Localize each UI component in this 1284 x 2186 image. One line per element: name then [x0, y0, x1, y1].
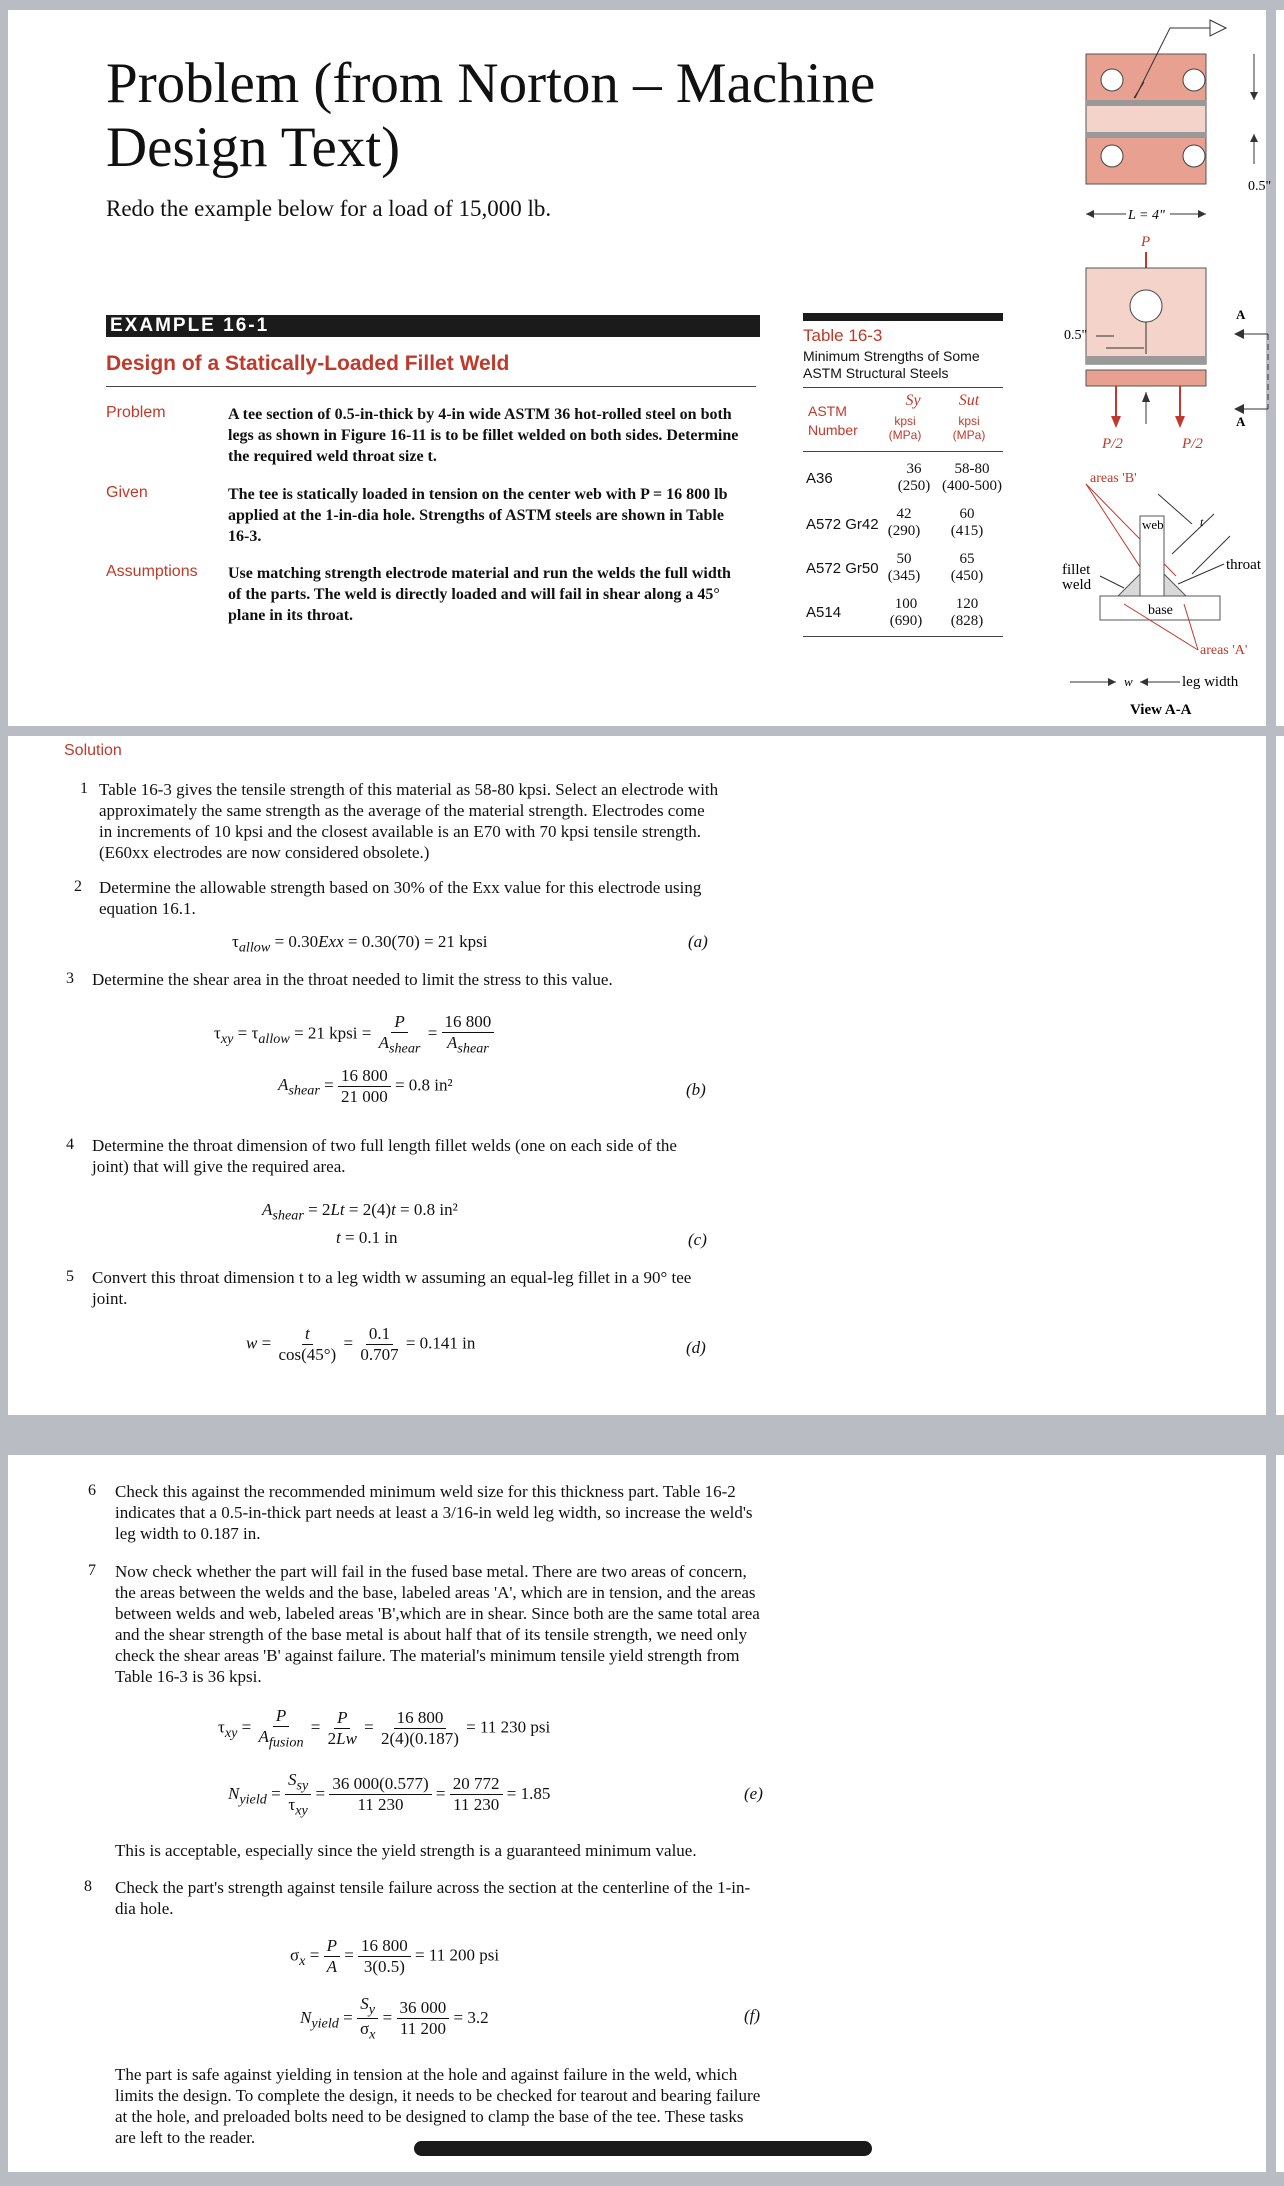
assumptions-text: Use matching strength electrode material and run the welds the full width of the parts. The weld is directly loaded and will fail in shear along a 45° plane in its throat.	[228, 565, 731, 624]
throat-t-label: t	[1200, 515, 1204, 529]
hole-icon	[1101, 69, 1123, 91]
table-row-sut: 65 (450)	[950, 551, 984, 584]
conclusion-text: The part is safe against yielding in tension at the hole and against failure in the weld, which limits the design. To complete the design, it needs to be checked for tearout and bearing failure at the hole, and preloaded bolts need to be designed to clamp the base of the tee. These tasks are left to the reader.	[115, 2065, 761, 2147]
step-number: 1	[80, 780, 88, 797]
dim-05-left: 0.5"	[1064, 328, 1088, 343]
section-A-top: A	[1236, 307, 1246, 322]
equation-b1: $\tau_{xy} = \tau_{allow} = 21$ kpsi = $\frac{P}{A_{shear}}$ = $\frac{16 800}{A_{shear}}$	[214, 1012, 494, 1057]
example-rule	[106, 386, 756, 387]
table-row-name: A572 Gr50	[806, 560, 879, 577]
throat-label: throat	[1226, 557, 1261, 573]
table-col-sy: Sy	[905, 392, 921, 409]
equation-f1: $\sigma_x$ = $\frac{P}{A}$ = $\frac{16 800}{3(0.5)}$ = 11 200 psi	[290, 1936, 500, 1976]
hole-icon	[1101, 145, 1123, 167]
hole-icon	[1130, 290, 1162, 322]
solution-label: Solution	[64, 742, 122, 759]
dim-05-top: 0.5"	[1248, 179, 1272, 194]
areas-A-label: areas 'A'	[1200, 643, 1248, 658]
table-row-sy: 36 (250)	[897, 461, 931, 494]
eq-tag-a: (a)	[688, 932, 708, 951]
table-rule-1	[803, 387, 1003, 388]
equation-d: w = $\frac{t}{\cos(45^\circ)}$ = $\frac{0.1}{0.707}$ = 0.141 in	[246, 1324, 476, 1364]
leg-width-label: leg width	[1182, 674, 1239, 690]
fillet-right	[1164, 574, 1186, 596]
given-label: Given	[106, 484, 148, 501]
table-rule-3	[803, 636, 1003, 637]
web-label: web	[1142, 517, 1164, 532]
example-tag: EXAMPLE 16-1	[106, 315, 760, 337]
assumptions-label: Assumptions	[106, 563, 198, 580]
step-7-text: Now check whether the part will fail in the fused base metal. There are two areas of concern, the areas between the welds and the base, labeled areas 'A', which are in tension, and the areas between welds and web, labeled areas 'B',which are in shear. Since both are the same total area and the shear strength of the base metal is about half that of its tensile strength, we need only check the shear areas 'B' against failure. The material's minimum tensile yield strength from Table 16-3 is 36 kpsi.	[115, 1562, 760, 1686]
bottom-border	[0, 2172, 1284, 2186]
base-label: base	[1148, 603, 1173, 618]
equation-c1: $A_{shear} = 2Lt = 2(4)t = 0.8$ in²	[262, 1200, 458, 1224]
step-number: 3	[66, 970, 74, 987]
dim-w: w	[1124, 674, 1133, 689]
table-top-bar	[803, 313, 1003, 321]
table-row-sy: 50 (345)	[887, 551, 921, 584]
top-border	[0, 0, 1284, 10]
problem-label: Problem	[106, 404, 166, 421]
page-title: Problem (from Norton – Machine Design Text)	[106, 52, 876, 179]
table-caption: Minimum Strengths of Some ASTM Structural Steels	[803, 348, 980, 381]
home-indicator[interactable]	[414, 2141, 872, 2156]
fillet-left	[1118, 574, 1140, 596]
step-1-text: Table 16-3 gives the tensile strength of this material as 58-80 kpsi. Select an electrode with approximately the same strength as the average of the material strength. Electrodes come in increments of 10 kpsi and the closest available is an E70 with 70 kpsi tensile strength. (E60xx electrodes are now considered obsolete.)	[99, 780, 719, 862]
equation-b2: $A_{shear}$ = $\frac{16 800}{21 000}$ = 0.8 in²	[278, 1066, 453, 1106]
eq-tag-d: (d)	[686, 1338, 706, 1357]
given-text: The tee is statically loaded in tension on the center web with P = 16 800 lb applied at the 1-in-dia hole. Strengths of ASTM steels are shown in Table 16-3.	[228, 486, 728, 545]
load-P: P	[1141, 234, 1151, 250]
step-3-text: Determine the shear area in the throat needed to limit the stress to this value.	[92, 970, 613, 989]
eq-tag-f: (f)	[744, 2006, 761, 2025]
hole-icon	[1183, 145, 1205, 167]
example-title: Design of a Statically-Loaded Fillet Weld	[106, 352, 510, 375]
areas-B-label: areas 'B'	[1090, 471, 1137, 486]
step-number: 2	[74, 878, 82, 895]
equation-c2: t = 0.1 in	[336, 1228, 398, 1247]
step-number: 7	[88, 1562, 96, 1579]
eq-tag-c: (c)	[688, 1230, 707, 1249]
table-row-sut: 58-80 (400-500)	[942, 461, 1002, 494]
step-number: 5	[66, 1268, 74, 1285]
eq-tag-e: (e)	[744, 1784, 763, 1803]
left-border	[0, 0, 8, 2186]
table-col-sut: Sut	[958, 392, 980, 409]
table-rule-2	[803, 451, 1003, 452]
load-P2-right: P/2	[1182, 436, 1203, 452]
equation-e2: $N_{yield}$ = $\frac{S_{sy}}{\tau_{xy}}$ = $\frac{36 000(0.577)}{11 230}$ = $\frac{20 772}{11 230}$ = 1.85	[228, 1770, 551, 1819]
section-A-bottom: A	[1236, 414, 1246, 429]
table-row-sy: 42 (290)	[887, 506, 921, 539]
load-P2-left: P/2	[1102, 436, 1123, 452]
fillet-weld-label: fillet	[1062, 562, 1091, 578]
table-row-sut: 120 (828)	[950, 596, 984, 629]
page-divider-2	[0, 1415, 1284, 1455]
hole-icon	[1183, 69, 1205, 91]
table-title: Table 16-3	[803, 326, 883, 345]
table-row-sut: 60 (415)	[950, 506, 984, 539]
step-7b-text: This is acceptable, especially since the yield strength is a guaranteed minimum value.	[115, 1841, 697, 1860]
table-row-sy: 100 (690)	[889, 596, 923, 629]
step-6-text: Check this against the recommended minimum weld size for this thickness part. Table 16-2 indicates that a 0.5-in-thick part needs at least a 3/16-in weld leg width, so increase the weld's leg width to 0.187 in.	[115, 1482, 753, 1543]
table-col-sut-unit: kpsi (MPa)	[952, 414, 986, 442]
table-row-name: A514	[806, 604, 842, 621]
step-number: 4	[66, 1136, 74, 1153]
equation-a: $\tau_{allow} = 0.30Exx = 0.30(70) = 21$ kpsi	[232, 932, 488, 956]
page-divider-1	[0, 726, 1284, 736]
view-AA-label: View A-A	[1130, 702, 1192, 718]
svg-text:weld: weld	[1062, 577, 1092, 593]
page-subtitle: Redo the example below for a load of 15,000 lb.	[106, 196, 552, 221]
eq-tag-b: (b)	[686, 1080, 706, 1099]
step-2-text: Determine the allowable strength based on 30% of the Exx value for this electrode using equation 16.1.	[99, 878, 702, 918]
table-col-astm: ASTM Number	[808, 403, 858, 438]
dim-L: L = 4"	[1128, 208, 1165, 223]
step-5-text: Convert this throat dimension t to a leg width w assuming an equal-leg fillet in a 90° tee joint.	[92, 1268, 692, 1308]
problem-text: A tee section of 0.5-in-thick by 4-in wide ASTM 36 hot-rolled steel on both legs as shown in Figure 16-11 is to be fillet welded on both sides. Determine the required weld throat size t.	[228, 406, 739, 465]
equation-e1: $\tau_{xy}$ = $\frac{P}{A_{fusion}}$ = $\frac{P}{2Lw}$ = $\frac{16 800}{2(4)(0.187)}$ = 11 230 psi	[218, 1706, 551, 1751]
equation-f2: $N_{yield}$ = $\frac{S_y}{\sigma_x}$ = $\frac{36 000}{11 200}$ = 3.2	[300, 1994, 489, 2043]
table-row-name: A572 Gr42	[806, 516, 879, 533]
step-number: 6	[88, 1482, 96, 1499]
table-col-sy-unit: kpsi (MPa)	[888, 414, 922, 442]
weld-figure	[1060, 14, 1280, 724]
step-8-text: Check the part's strength against tensile failure across the section at the centerline of the 1-in-dia hole.	[115, 1878, 751, 1918]
step-4-text: Determine the throat dimension of two full length fillet welds (one on each side of the joint) that will give the required area.	[92, 1136, 677, 1176]
table-row-name: A36	[806, 470, 833, 487]
step-number: 8	[84, 1878, 92, 1895]
